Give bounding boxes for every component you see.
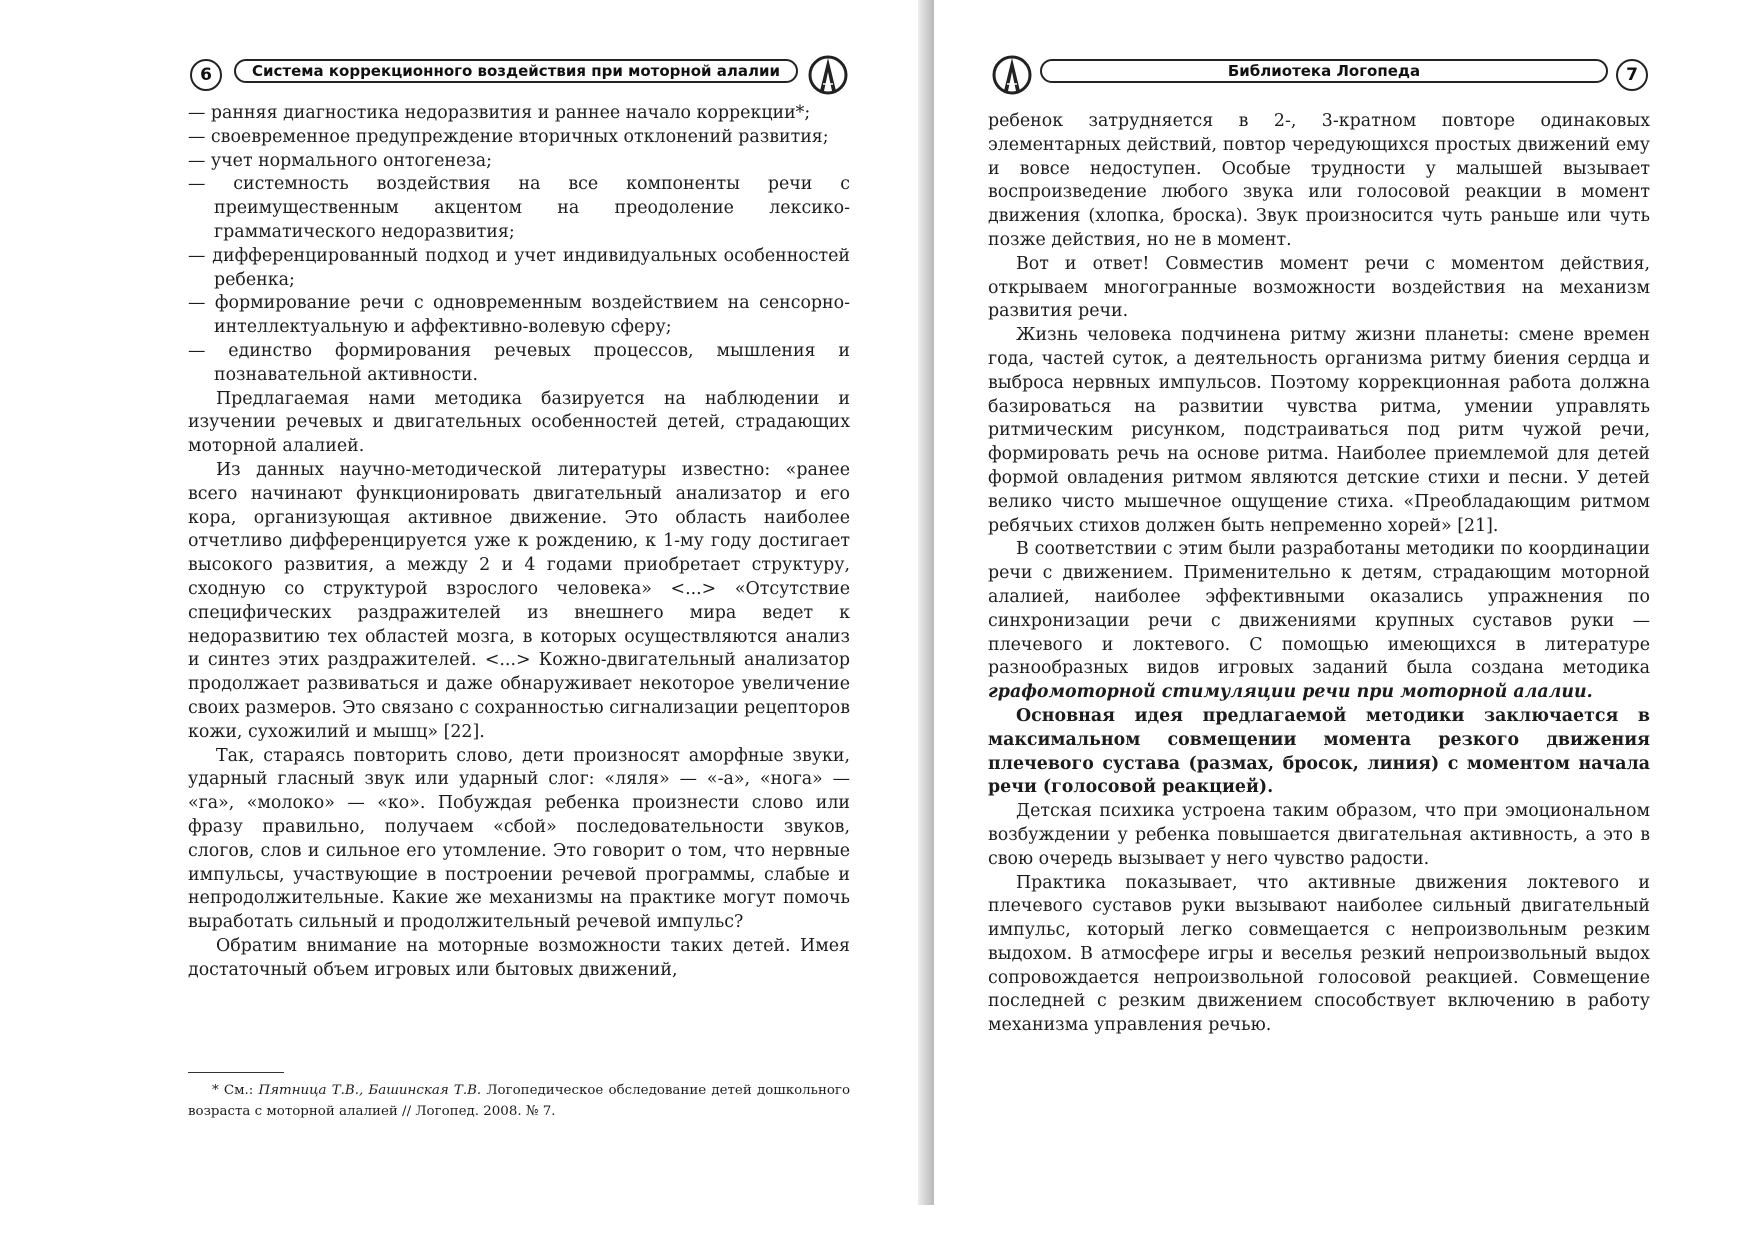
paragraph: Жизнь человека подчинена ритму жизни планеты: смене времен года, частей суток, а деятельность организма ритму биения сердца и выброса нервных импульсов. Поэтому коррекционная работа должна базироваться на развитии чувства ритма, умении управлять ритмическим рисунком, подстраиваться под ритм чужой речи, формировать речь на основе ритма. Наиболее приемлемой для детей формой овладения ритмом являются детские стихи и песни. У детей велико чисто мышечное ощущение стиха. «Преобладающим ритмом ребячьих стихов должен быть непременно хорей» [21]. (988, 325, 1650, 536)
left-running-title: Система коррекционного воздействия при моторной алалии (234, 59, 798, 83)
list-item: — ранняя диагностика недоразвития и раннее начало коррекции*; (188, 103, 811, 123)
footnote: * См.: Пятница Т.В., Башинская Т.В. Логопедическое обследование детей дошкольного возраста с моторной алалией // Логопед. 2008. № 7. (188, 1083, 851, 1119)
method-name: графомоторной стимуляции речи при моторной алалии. (988, 682, 1593, 703)
paragraph: Обратим внимание на моторные возможности таких детей. Имея достаточный объем игровых или бытовых движений, (188, 935, 850, 980)
right-body-text (988, 110, 1650, 1038)
paragraph: Так, стараясь повторить слово, дети произносят аморфные звуки, ударный гласный звук или ударный слог: «ляля» — «-а», «нога» — «га», «молоко» — «ко». Побуждая ребенка произнести слово или фразу правильно, получаем «сбой» последовательности звуков, слогов, слов и сильное его утомление. Это говорит о том, что нервные импульсы, участвующие в построении речевой программы, слабые и непродолжительные. Какие же механизмы на практике могут помочь выработать сильный и продолжительный речевой импульс? (188, 745, 850, 933)
key-idea-paragraph: Основная идея предлагаемой методики заключается в максимальном совмещении момента резкого движения плечевого сустава (размах, бросок, линия) с моментом начала речи (голосовой реакцией). (988, 705, 1650, 798)
paragraph: Из данных научно-методической литературы известно: «ранее всего начинают функционировать двигательный анализатор и его кора, организующая активное движение. Это область наиболее отчетливо дифференцируется уже к рождению, к 1-му году достигает высокого развития, а между 2 и 4 годами приобретает структуру, сходную со структурой взрослого человека» <...> «Отсутствие специфических раздражителей из внешнего мира ведет к недоразвитию тех областей мозга, в которых осуществляются анализ и синтез этих раздражителей. <...> Кожно-двигательный анализатор продолжает развиваться и даже обнаруживает некоторое увеличение своих размеров. Это связано с сохранностью сигнализации рецепторов кожи, сухожилий и мышц» [22]. (188, 459, 850, 742)
list-item: — системность воздействия на все компоненты речи с преимущественным акцентом на преодоление лексико-грамматического недоразвития; (188, 174, 851, 242)
list-item: — дифференцированный подход и учет индивидуальных особенностей ребенка; (188, 245, 851, 290)
paragraph: Предлагаемая нами методика базируется на наблюдении и изучении речевых и двигательных особенностей детей, страдающих моторной алалией. (188, 388, 850, 457)
paragraph: В соответствии с этим были разработаны методики по координации речи с движением. Применительно к детям, страдающим моторной алалией, наиболее эффективными оказались упражнения по синхронизации речи с движениями крупных суставов руки — плечевого и локтевого. С помощью имеющихся в литературе разнообразных видов игровых заданий была создана методика графомоторной стимуляции речи при моторной алалии. (988, 539, 1650, 703)
left-running-head (190, 52, 850, 100)
paragraph: ребенок затрудняется в 2-, 3-кратном повторе одинаковых элементарных действий, повтор чередующихся простых движений ему и вовсе недоступен. Особые трудности у малышей вызывает воспроизведение любого звука или голосовой реакции в момент движения (хлопка, броска). Звук произносится чуть раньше или чуть позже действия, но не в момент. (988, 111, 1650, 250)
library-logo-icon (992, 54, 1032, 96)
list-item: — формирование речи с одновременным воздействием на сенсорно-интеллектуальную и аффективно-волевую сферу; (188, 293, 850, 338)
paragraph: Детская психика устроена таким образом, что при эмоциональном возбуждении у ребенка повышается двигательная активность, а это в свою очередь вызывает у него чувство радости. (988, 801, 1650, 869)
footnote-divider (188, 1072, 284, 1073)
paragraph: Вот и ответ! Совместив момент речи с моментом действия, открываем многогранные возможности воздействия на механизм развития речи. (988, 253, 1650, 322)
list-item: — своевременное предупреждение вторичных отклонений развития; (188, 126, 829, 147)
book-spine (918, 0, 934, 1205)
left-page-number: 6 (190, 59, 222, 91)
library-logo-icon (808, 54, 848, 96)
left-body-text (188, 102, 850, 982)
paragraph: Практика показывает, что активные движения локтевого и плечевого суставов руки вызывают наиболее сильный двигательный импульс, который легко совмещается с непроизвольным резким выдохом. В атмосфере игры и веселья резкий непроизвольный выдох сопровождается непроизвольной голосовой реакцией. Совмещение последней с резким движением способствует включению в работу механизма управления речью. (988, 872, 1650, 1036)
right-running-title: Библиотека Логопеда (1040, 59, 1608, 83)
list-item: — единство формирования речевых процессов, мышления и познавательной активности. (188, 340, 850, 385)
list-item: — учет нормального онтогенеза; (188, 150, 493, 171)
right-running-head (988, 52, 1648, 100)
right-page-number: 7 (1616, 59, 1648, 91)
